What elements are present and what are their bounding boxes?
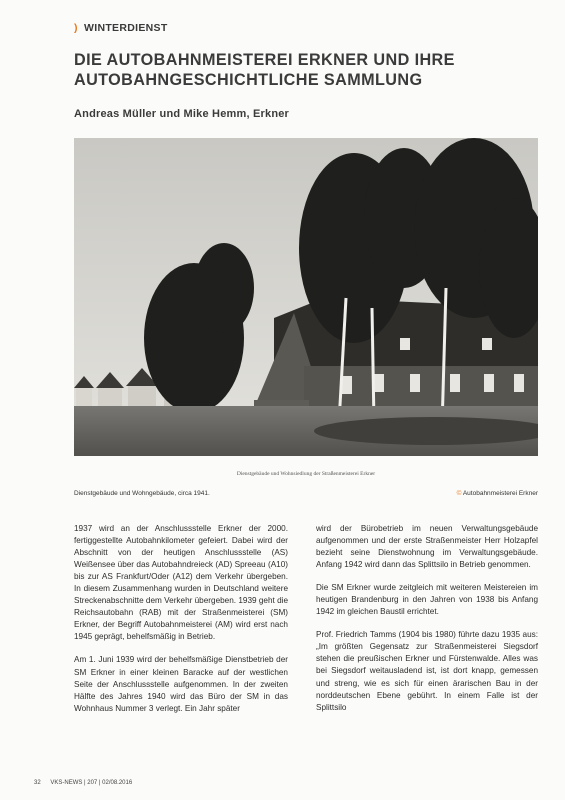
body-column-left	[74, 523, 288, 726]
section-label: WINTERDIENST	[84, 22, 168, 34]
photo-credit	[457, 490, 538, 497]
paragraph: Prof. Friedrich Tamms (1904 bis 1980) führte dazu 1935 aus: „Im größten Gegensatz zur Straßenmeisterei Siegsdorf stehen die preußischen Erkner und Fürstenwalde. Alles was bei Siegsdorf weitausladend ist, ist dort knapp, gemessen und streng, wie es sich für einen ärarischen Bau in der norddeutschen Ebene gebührt. In einem Falle ist der Splittsilo	[316, 630, 538, 712]
paragraph: Am 1. Juni 1939 wird der behelfsmäßige Dienstbetrieb der SM Erkner in einer kleinen Baracke auf der westlichen Seite der Anschlussstelle aufgenommen. In der zweiten Hälfte des Jahres 1940 wird das Büro der SM in das Wohnhaus Nummer 3 verlegt. Ein Jahr später	[74, 655, 288, 713]
paragraph: wird der Bürobetrieb im neuen Verwaltungsgebäude aufgenommen und der erste Straßenmeister Herr Holzapfel bezieht seine Dienstwohnung im Verwaltungsgebäude. Anfang 1942 wird dann das Splittsilo in Betrieb genommen.	[316, 524, 538, 570]
photo-inner-caption: Dienstgebäude und Wohnsiedlung der Straßenmeisterei Erkner	[236, 471, 376, 477]
page-number: 32	[34, 780, 41, 786]
photo-credit-text: Autobahnmeisterei Erkner	[462, 490, 538, 497]
article-photo	[74, 138, 538, 481]
photo-caption: Dienstgebäude und Wohngebäude, circa 1941.	[74, 490, 210, 497]
issue-info: VKS-NEWS | 207 | 02/08.2016	[50, 780, 133, 786]
copyright-icon: ©	[456, 490, 462, 497]
article-authors: Andreas Müller und Mike Hemm, Erkner	[74, 108, 290, 120]
historic-building-photo	[74, 138, 538, 481]
article-title: DIE AUTOBAHNMEISTEREI ERKNER UND IHRE AUTOBAHNGESCHICHTLICHE SAMMLUNG	[74, 51, 455, 89]
paragraph: Die SM Erkner wurde zeitgleich mit weiteren Meistereien im heutigen Brandenburg in den Jahren von 1938 bis Anfang 1942 im gleichen Baustil errichtet.	[316, 583, 538, 617]
paragraph: 1937 wird an der Anschlussstelle Erkner der 2000. fertiggestellte Autobahnkilometer gefeiert. Dabei wird der Abschnitt von der heutigen Anschlussstelle (AS) Weißensee über das Autobahndreieck (AD) Spreeau (A10) bis zur AS Frankfurt/Oder (A12) dem Verkehr übergeben. In diesem Zusammenhang wurden in Deutschland weitere Streckenabschnitte dem Verkehr übergeben. 1939 geht die Reichsautobahn (RAB) mit der Straßenmeisterei (SM) Erkner, der Begriff Autobahnmeisterei (AM) wird erst nach 1945 geprägt, behelfsmäßig in Betrieb.	[74, 524, 288, 642]
page-footer	[34, 780, 132, 786]
section-tag	[74, 22, 168, 34]
body-column-right	[316, 523, 538, 725]
chevron-right-icon: )	[74, 22, 78, 34]
